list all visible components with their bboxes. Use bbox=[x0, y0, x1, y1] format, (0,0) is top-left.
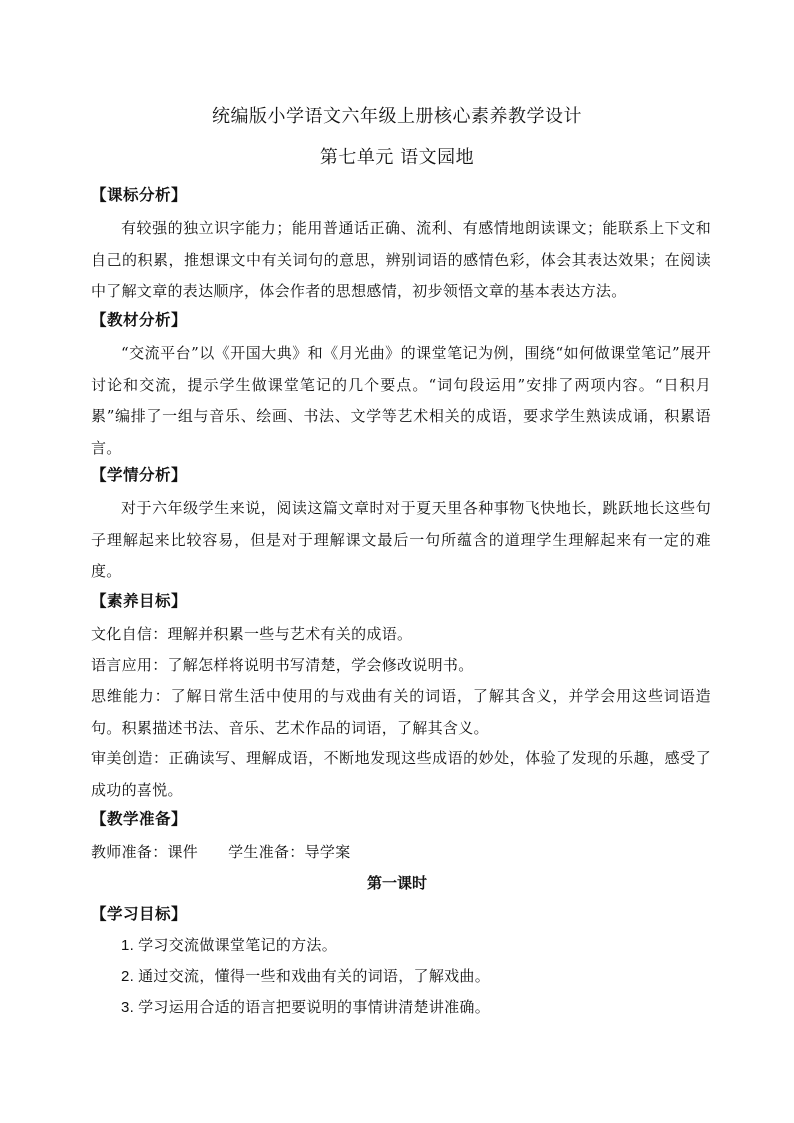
objective-item bbox=[121, 996, 490, 1019]
goal-item-thinking: 思维能力：了解日常生活中使用的与戏曲有关的词语，了解其含义，并学会用这些词语造句。积累描述书法、音乐、艺术作品的词语，了解其含义。 bbox=[91, 687, 711, 737]
section-heading-students: 【学情分析】 bbox=[91, 465, 188, 484]
goal-item-culture: 文化自信：理解并积累一些与艺术有关的成语。 bbox=[91, 625, 413, 643]
section-heading-objectives: 【学习目标】 bbox=[91, 904, 188, 923]
teacher-preparation: 教师准备：课件 bbox=[91, 843, 199, 861]
document-title: 统编版小学语文六年级上册核心素养教学设计 bbox=[212, 106, 582, 127]
document-subtitle: 第七单元 语文园地 bbox=[319, 147, 475, 168]
objective-number: 1. bbox=[121, 937, 135, 954]
objective-text: 学习交流做课堂笔记的方法。 bbox=[138, 936, 338, 954]
section-heading-goals: 【素养目标】 bbox=[91, 591, 188, 610]
preparation-line bbox=[91, 837, 711, 869]
goal-item-language: 语言应用：了解怎样将说明书写清楚，学会修改说明书。 bbox=[91, 656, 474, 674]
objective-text: 学习运用合适的语言把要说明的事情讲清楚讲准确。 bbox=[138, 998, 491, 1016]
textbook-paragraph: “交流平台”以《开国大典》和《月光曲》的课堂笔记为例，围绕“如何做课堂笔记”展开讨论和交流，提示学生做课堂笔记的几个要点。“词句段运用”安排了两项内容。“日积月累”编排了一组与音乐、绘画、书法、文学等艺术相关的成语，要求学生熟读成诵，积累语言。 bbox=[91, 344, 711, 457]
student-preparation: 学生准备：导学案 bbox=[228, 843, 351, 861]
objective-number: 3. bbox=[121, 999, 135, 1016]
objective-number: 2. bbox=[121, 968, 135, 985]
section-heading-textbook: 【教材分析】 bbox=[91, 310, 188, 329]
curriculum-paragraph: 有较强的独立识字能力；能用普通话正确、流利、有感情地朗读课文；能联系上下文和自己的积累，推想课文中有关词句的意思，辨别词语的感情色彩，体会其表达效果；在阅读中了解文章的表达顺序，体会作者的思想感情，初步领悟文章的基本表达方法。 bbox=[91, 219, 711, 300]
goal-item-aesthetic: 审美创造：正确读写、理解成语，不断地发现这些成语的妙处，体验了发现的乐趣，感受了成功的喜悦。 bbox=[91, 749, 711, 799]
lesson-title: 第一课时 bbox=[366, 874, 427, 892]
objective-item bbox=[121, 965, 490, 988]
students-paragraph: 对于六年级学生来说，阅读这篇文章时对于夏天里各种事物飞快地长，跳跃地长这些句子理解起来比较容易，但是对于理解课文最后一句所蕴含的道理学生理解起来有一定的难度。 bbox=[91, 499, 711, 580]
section-heading-curriculum: 【课标分析】 bbox=[91, 185, 188, 204]
objective-text: 通过交流，懂得一些和戏曲有关的词语，了解戏曲。 bbox=[138, 967, 491, 985]
objective-item bbox=[121, 934, 337, 957]
section-heading-preparation: 【教学准备】 bbox=[91, 809, 188, 828]
